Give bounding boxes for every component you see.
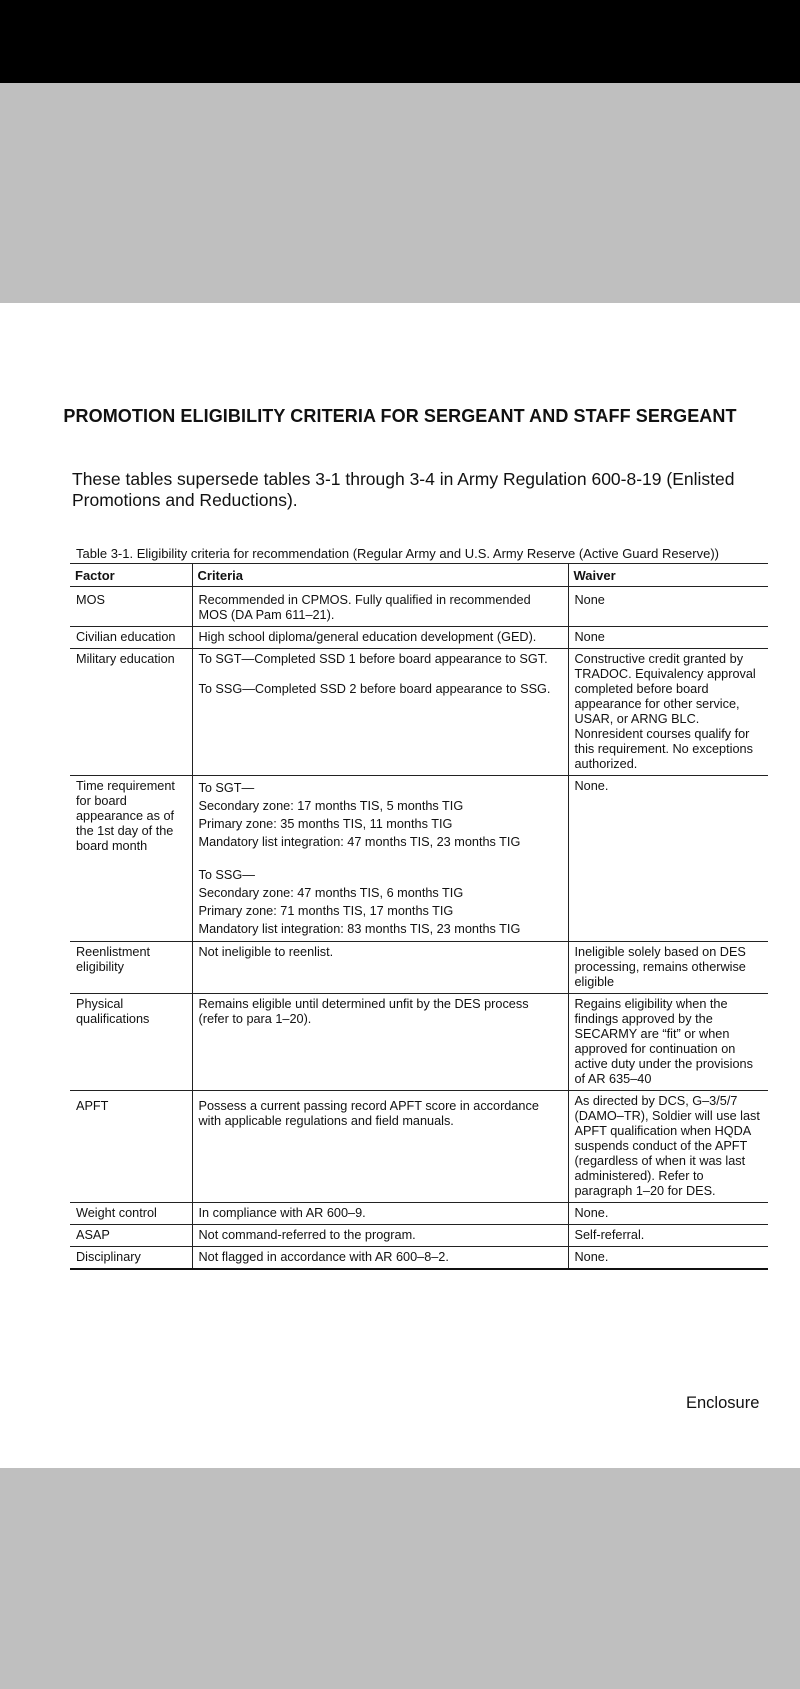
table-row xyxy=(70,1247,768,1270)
waiver-cell: Self-referral. xyxy=(568,1225,768,1247)
intro-paragraph: These tables supersede tables 3-1 through 3-4 in Army Regulation 600-8-19 (Enlisted Promotions and Reductions). xyxy=(72,469,735,510)
criteria-line: To SGT—Completed SSD 1 before board appearance to SGT. xyxy=(198,652,548,666)
table-row xyxy=(70,587,768,627)
waiver-cell: As directed by DCS, G–3/5/7 (DAMO–TR), Soldier will use last APFT qualification when HQDA suspends conduct of the APFT (regardless of when it was last administered). Refer to paragraph 1–20 for DES. xyxy=(568,1091,768,1203)
criteria-line: Secondary zone: 17 months TIS, 5 months TIG xyxy=(198,799,464,813)
waiver-cell: Regains eligibility when the findings approved by the SECARMY are “fit” or when approved for continuation on active duty under the provisions of AR 635–40 xyxy=(568,994,768,1091)
waiver-cell: Constructive credit granted by TRADOC. Equivalency approval completed before board appearance for other service, USAR, or ARNG BLC. Nonresident courses qualify for this requirement. No exceptions authorized. xyxy=(568,649,768,776)
criteria-cell: Not command-referred to the program. xyxy=(192,1225,568,1247)
waiver-cell: None xyxy=(568,587,768,627)
enclosure-label: Enclosure xyxy=(686,1394,760,1412)
criteria-line: To SSG—Completed SSD 2 before board appearance to SSG. xyxy=(198,682,551,696)
criteria-cell: Remains eligible until determined unfit by the DES process (refer to para 1–20). xyxy=(192,994,568,1091)
table-header-row xyxy=(70,564,768,587)
waiver-cell: None. xyxy=(568,1203,768,1225)
waiver-cell: None. xyxy=(568,1247,768,1270)
header-waiver: Waiver xyxy=(568,564,768,587)
criteria-cell: Not flagged in accordance with AR 600–8–2. xyxy=(192,1247,568,1270)
table-row xyxy=(70,994,768,1091)
criteria-line: Primary zone: 35 months TIS, 11 months TIG xyxy=(198,817,453,831)
table-row xyxy=(70,627,768,649)
factor-cell: MOS xyxy=(70,587,192,627)
table-row xyxy=(70,776,768,942)
factor-cell: Weight control xyxy=(70,1203,192,1225)
criteria-cell: Possess a current passing record APFT score in accordance with applicable regulations and field manuals. xyxy=(192,1091,568,1203)
factor-cell: Military education xyxy=(70,649,192,776)
table-row xyxy=(70,1091,768,1203)
header-criteria: Criteria xyxy=(192,564,568,587)
criteria-cell: Not ineligible to reenlist. xyxy=(192,942,568,994)
criteria-cell xyxy=(192,649,568,776)
factor-cell: Disciplinary xyxy=(70,1247,192,1270)
document-page xyxy=(0,303,800,1468)
eligibility-table xyxy=(70,563,768,1270)
header-factor: Factor xyxy=(70,564,192,587)
criteria-line: To SGT— xyxy=(198,781,255,795)
waiver-cell: None xyxy=(568,627,768,649)
factor-cell: APFT xyxy=(70,1091,192,1203)
table-row xyxy=(70,649,768,776)
document-title: PROMOTION ELIGIBILITY CRITERIA FOR SERGEANT AND STAFF SERGEANT xyxy=(63,406,737,426)
criteria-cell: High school diploma/general education development (GED). xyxy=(192,627,568,649)
criteria-cell: In compliance with AR 600–9. xyxy=(192,1203,568,1225)
table-row xyxy=(70,942,768,994)
table-row xyxy=(70,1203,768,1225)
criteria-line: Primary zone: 71 months TIS, 17 months TIG xyxy=(198,904,454,918)
waiver-cell: Ineligible solely based on DES processing, remains otherwise eligible xyxy=(568,942,768,994)
factor-cell: Physical qualifications xyxy=(70,994,192,1091)
top-gray-margin xyxy=(0,83,800,303)
criteria-cell xyxy=(192,776,568,942)
criteria-line: Mandatory list integration: 47 months TIS, 23 months TIG xyxy=(198,835,521,849)
criteria-cell: Recommended in CPMOS. Fully qualified in recommended MOS (DA Pam 611–21). xyxy=(192,587,568,627)
table-caption: Table 3-1. Eligibility criteria for recommendation (Regular Army and U.S. Army Reserve (Active Guard Reserve)) xyxy=(76,546,720,561)
waiver-cell: None. xyxy=(568,776,768,942)
factor-cell: Civilian education xyxy=(70,627,192,649)
factor-cell: Time requirement for board appearance as of the 1st day of the board month xyxy=(70,776,192,942)
factor-cell: Reenlistment eligibility xyxy=(70,942,192,994)
factor-cell: ASAP xyxy=(70,1225,192,1247)
top-black-bar xyxy=(0,0,800,83)
criteria-line: To SSG— xyxy=(198,868,255,882)
table-row xyxy=(70,1225,768,1247)
criteria-line: Secondary zone: 47 months TIS, 6 months TIG xyxy=(198,886,464,900)
criteria-line: Mandatory list integration: 83 months TIS, 23 months TIG xyxy=(198,922,521,936)
bottom-gray-margin xyxy=(0,1468,800,1689)
